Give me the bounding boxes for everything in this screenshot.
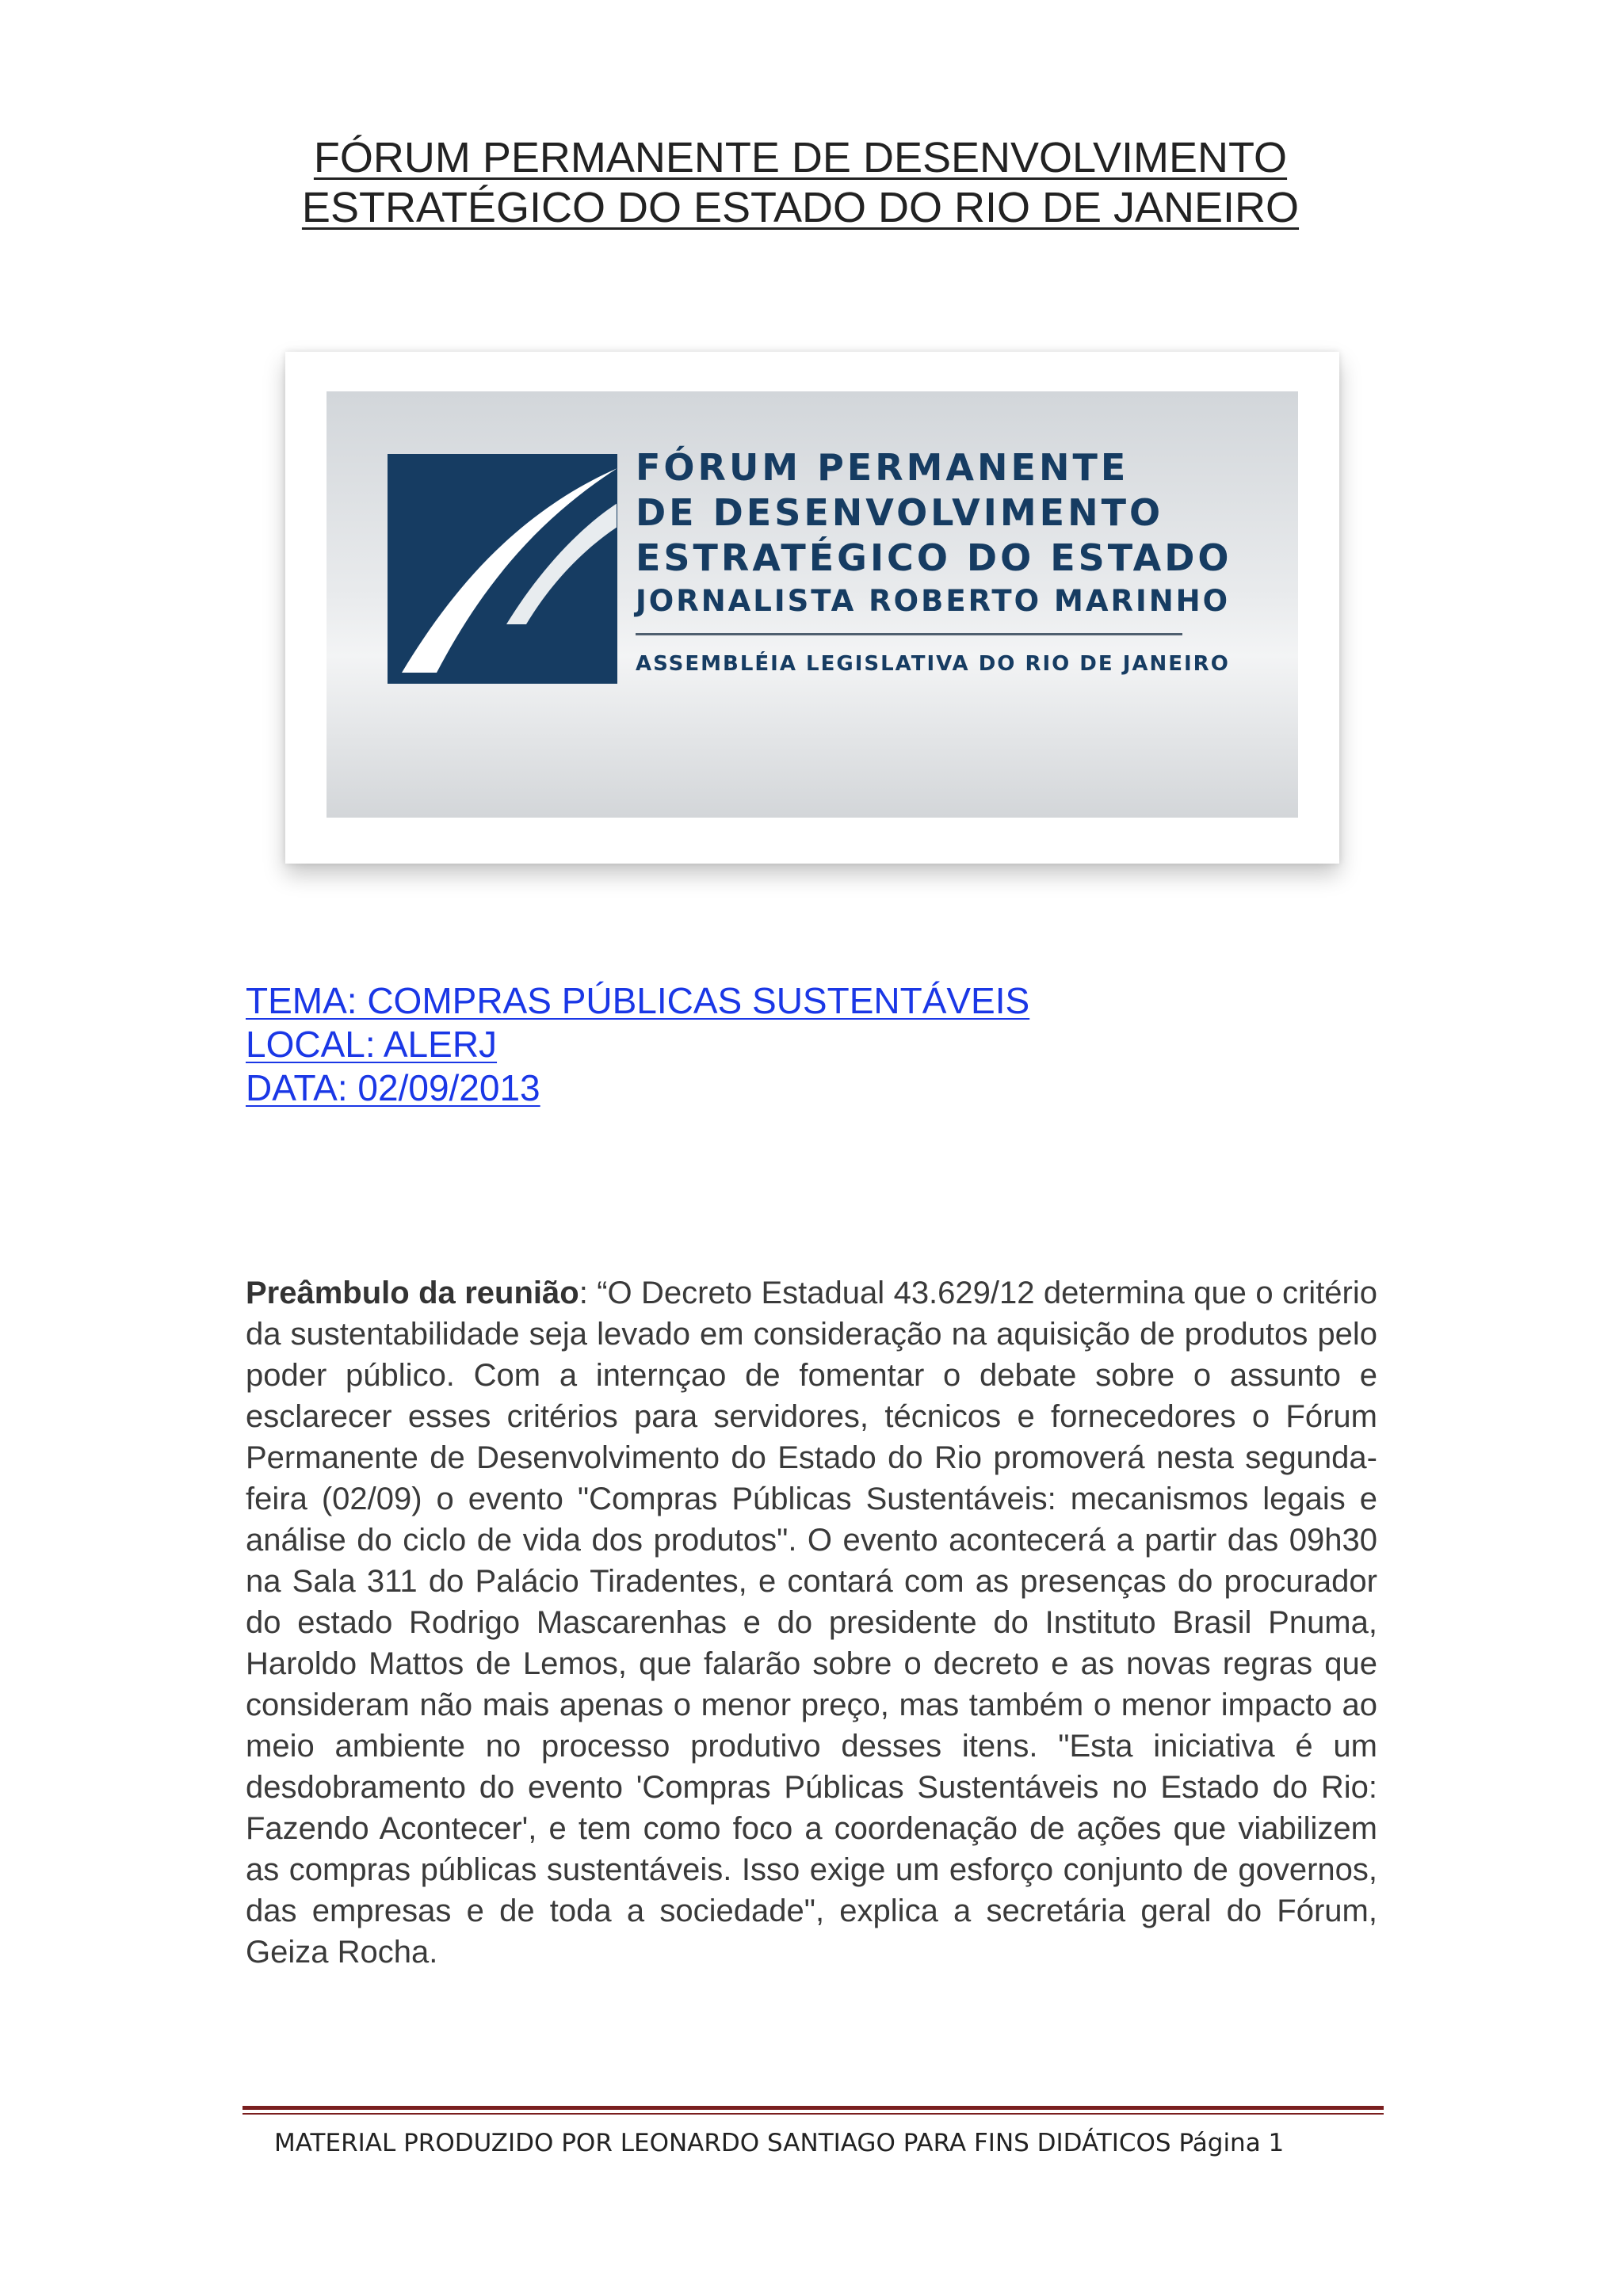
forum-emblem-icon [388,454,617,684]
local-link[interactable]: LOCAL: ALERJ [246,1024,498,1065]
preambulo-paragraph [246,1272,1377,1973]
document-title-line-2: ESTRATÉGICO DO ESTADO DO RIO DE JANEIRO [301,184,1300,231]
page-footer [274,2126,1384,2160]
meeting-info [246,979,1029,1110]
logo-line-1: FÓRUM PERMANENTE [636,446,1129,489]
document-title [238,133,1363,233]
logo-panel [327,391,1298,818]
logo-divider [636,633,1182,635]
page-number: Página 1 [1178,2129,1285,2157]
logo-wordmark [636,445,1232,677]
footer-rule-thin [242,2113,1384,2115]
preambulo-label: Preâmbulo da reunião [246,1276,579,1310]
data-link[interactable]: DATA: 02/09/2013 [246,1067,540,1108]
logo-line-3: ESTRATÉGICO DO ESTADO [636,536,1232,579]
logo-line-2: DE DESENVOLVIMENTO [636,491,1164,534]
footer-rule [242,2106,1384,2110]
forum-logo-image [285,352,1339,864]
logo-line-5: ASSEMBLÉIA LEGISLATIVA DO RIO DE JANEIRO [636,652,1230,676]
preambulo-text: : “O Decreto Estadual 43.629/12 determina que o critério da sustentabilidade seja levado em consideração na aquisição de produtos pelo poder público. Com a internçao de fomentar o debate sobre o assunto e esclarecer esses critérios para servidores, técnicos e fornecedores o Fórum Permanente de Desenvolvimento do Estado do Rio promoverá nesta segunda-feira (02/09) o evento "Compras Públicas Sustentáveis: mecanismos legais e análise do ciclo de vida dos produtos". O evento acontecerá a partir das 09h30 na Sala 311 do Palácio Tiradentes, e contará com as presenças do procurador do estado Rodrigo Mascarenhas e do presidente do Instituto Brasil Pnuma, Haroldo Mattos de Lemos, que falarão sobre o decreto e as novas regras que consideram não mais apenas o menor preço, mas também o menor impacto ao meio ambiente no processo produtivo desses itens. "Esta iniciativa é um desdobramento do evento 'Compras Públicas Sustentáveis no Estado do Rio: Fazendo Acontecer', e tem como foco a coordenação de ações que viabilizem as compras públicas sustentáveis. Isso exige um esforço conjunto de governos, das empresas e de toda a sociedade", explica a secretária geral do Fórum, Geiza Rocha. [246,1276,1377,1970]
document-title-line-1: FÓRUM PERMANENTE DE DESENVOLVIMENTO [313,134,1288,181]
footer-credit: MATERIAL PRODUZIDO POR LEONARDO SANTIAGO PARA FINS DIDÁTICOS [274,2129,1171,2157]
tema-link[interactable]: TEMA: COMPRAS PÚBLICAS SUSTENTÁVEIS [246,980,1030,1021]
logo-line-4: JORNALISTA ROBERTO MARINHO [636,584,1231,618]
